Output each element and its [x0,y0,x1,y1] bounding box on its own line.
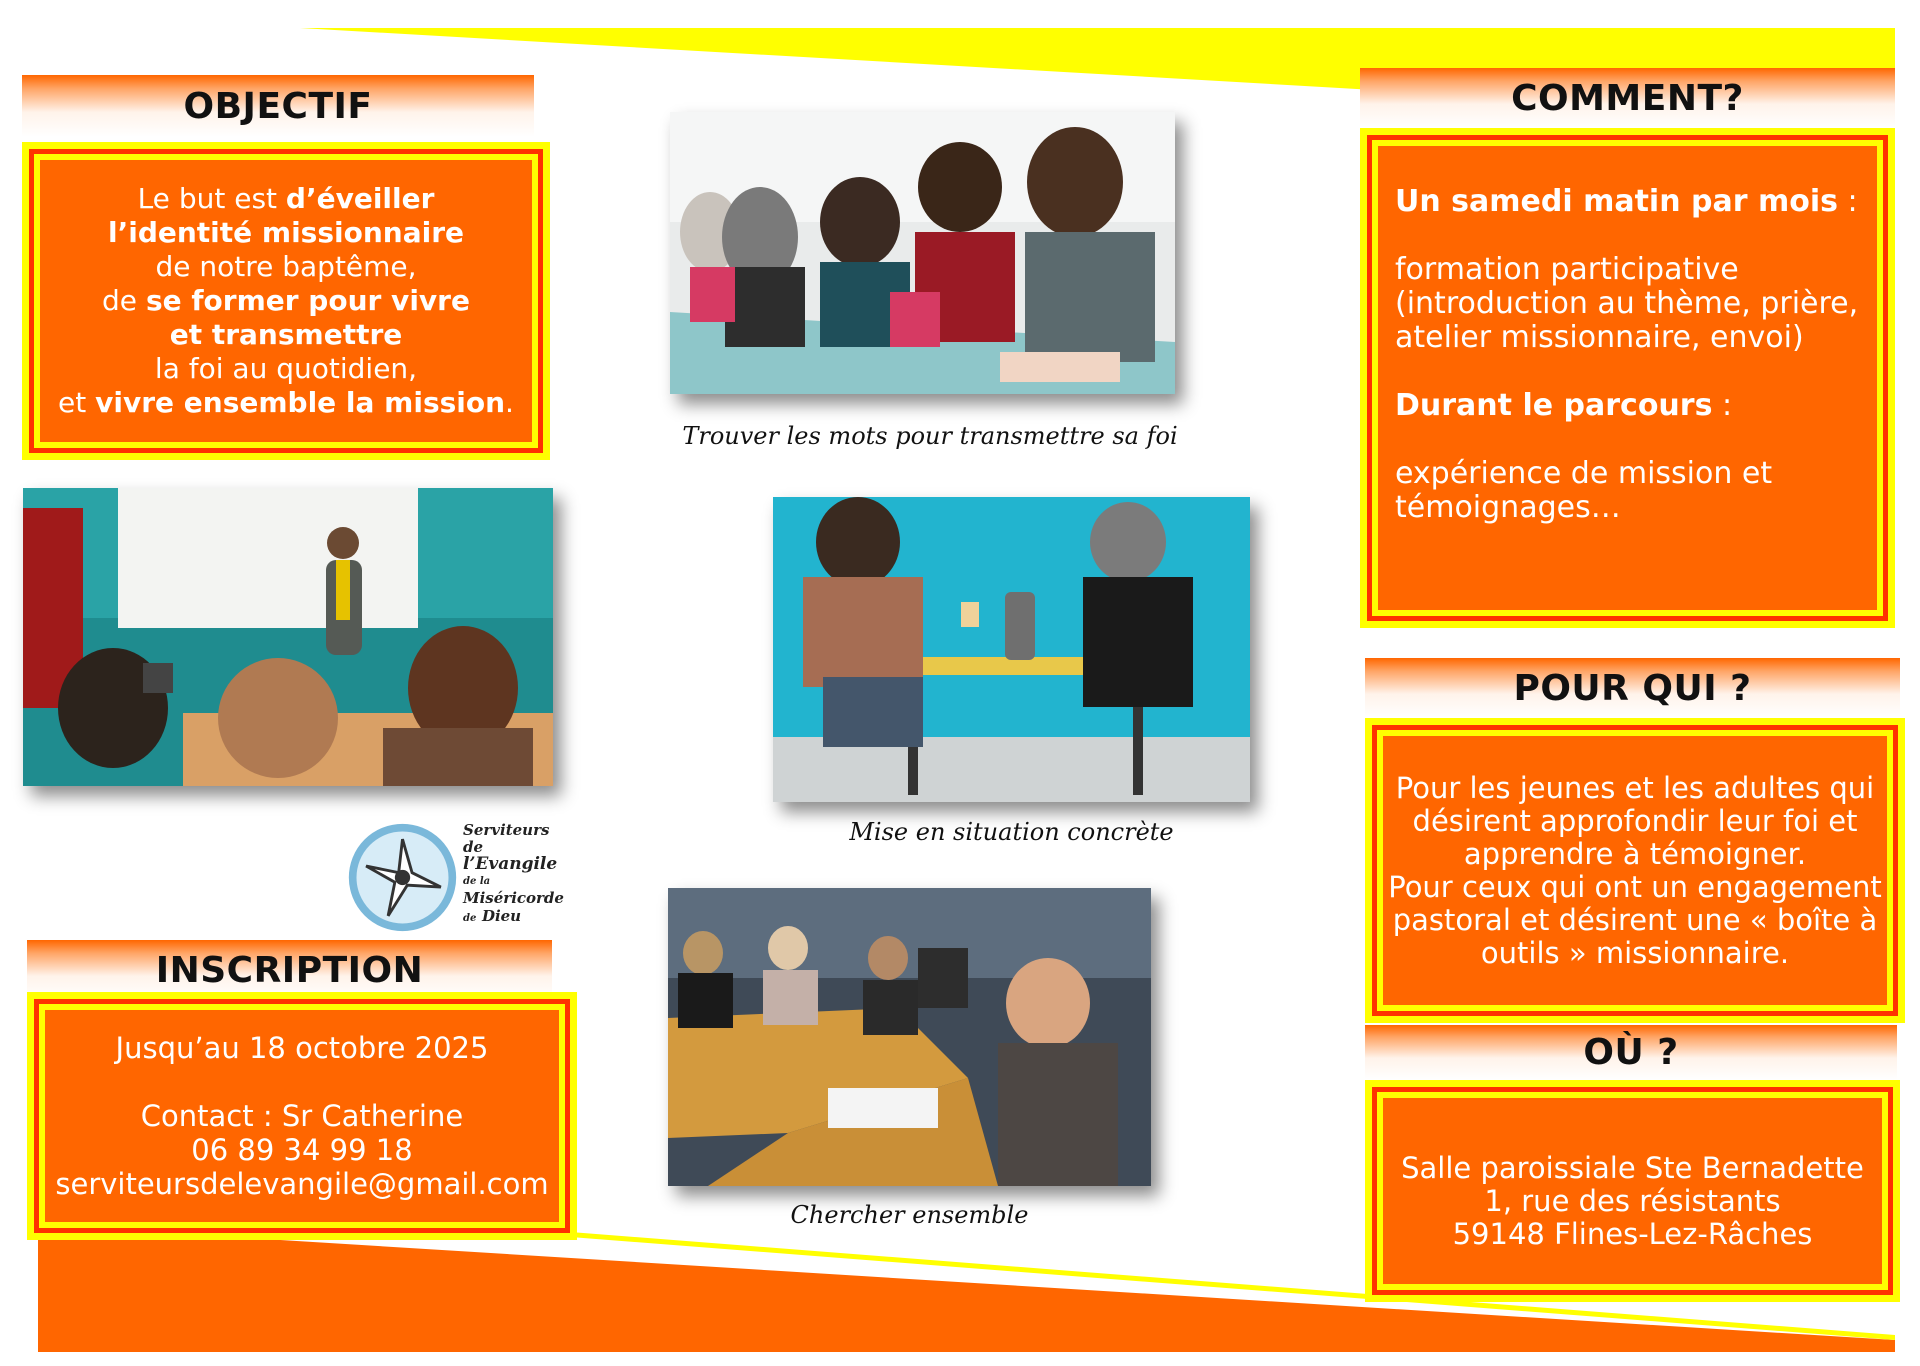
inscription-deadline: Jusqu’au 18 octobre 2025 [115,1031,489,1065]
logo-text-6: Dieu [481,907,522,925]
objectif-box [22,142,550,460]
comment-header [1360,68,1895,128]
logo-text-1: Serviteurs de [463,821,550,856]
ou-place: Salle paroissiale Ste Bernadette [1401,1150,1864,1185]
inscription-title: INSCRIPTION [155,949,424,991]
ou-city: 59148 Flines-Lez-Râches [1452,1216,1813,1251]
pour-qui-line-3: apprendre à témoigner. [1463,836,1807,871]
caption-group-table: Chercher ensemble [790,1201,1029,1229]
inscription-header [27,940,552,1000]
ou-street: 1, rue des résistants [1484,1183,1781,1218]
pour-qui-line-4: Pour ceux qui ont un engagement [1388,869,1882,904]
comment-frequency: Un samedi matin par mois : [1395,184,1858,219]
pour-qui-box [1365,718,1905,1023]
objectif-line-5: et transmettre [169,318,403,351]
objectif-line-2: l’identité missionnaire [107,216,464,249]
comment-experience-2: témoignages… [1395,490,1621,525]
objectif-title: OBJECTIF [183,85,373,127]
objectif-line-4: de se former pour vivre [102,284,470,317]
objectif-header [22,75,534,137]
comment-format-1: formation participative [1395,252,1739,287]
comment-title: COMMENT? [1511,77,1744,119]
comment-box [1360,128,1895,628]
caption-participants-reading: Trouver les mots pour transmettre sa foi [682,422,1178,450]
logo-text-5: de [463,913,477,924]
logo-text-4: Miséricorde [463,889,564,907]
pour-qui-line-1: Pour les jeunes et les adultes qui [1395,770,1875,805]
pour-qui-header [1365,658,1900,718]
inscription-phone: 06 89 34 99 18 [191,1133,413,1167]
photo-group-table [668,888,1151,1186]
caption-role-play: Mise en situation concrète [849,818,1174,846]
hands-logo-icon [345,820,460,935]
objectif-line-6: la foi au quotidien, [154,352,418,385]
objectif-line-1: Le but est d’éveiller [137,182,435,215]
inscription-contact: Contact : Sr Catherine [140,1099,464,1133]
pour-qui-line-5: pastoral et désirent une « boîte à [1392,902,1878,937]
photo-participants-reading [670,112,1175,394]
pour-qui-line-2: désirent approfondir leur foi et [1412,803,1858,838]
ou-header [1365,1025,1897,1080]
comment-experience-1: expérience de mission et [1395,456,1773,491]
ou-box [1365,1080,1900,1302]
pour-qui-title: POUR QUI ? [1513,667,1752,709]
ou-title: OÙ ? [1583,1032,1679,1073]
comment-format-2: (introduction au thème, prière, [1395,286,1859,321]
logo [345,820,570,935]
photo-role-play [773,497,1250,802]
comment-during: Durant le parcours : [1395,388,1733,423]
inscription-box [27,992,577,1240]
objectif-line-7: et vivre ensemble la mission. [58,386,514,419]
logo-text-3: de la [463,876,491,887]
photo-presentation [23,488,553,786]
logo-text-2: l’Evangile [463,854,558,874]
objectif-line-3: de notre baptême, [155,250,417,283]
comment-format-3: atelier missionnaire, envoi) [1395,320,1804,355]
inscription-email: serviteursdelevangile@gmail.com [55,1167,549,1201]
pour-qui-line-6: outils » missionnaire. [1480,935,1790,970]
